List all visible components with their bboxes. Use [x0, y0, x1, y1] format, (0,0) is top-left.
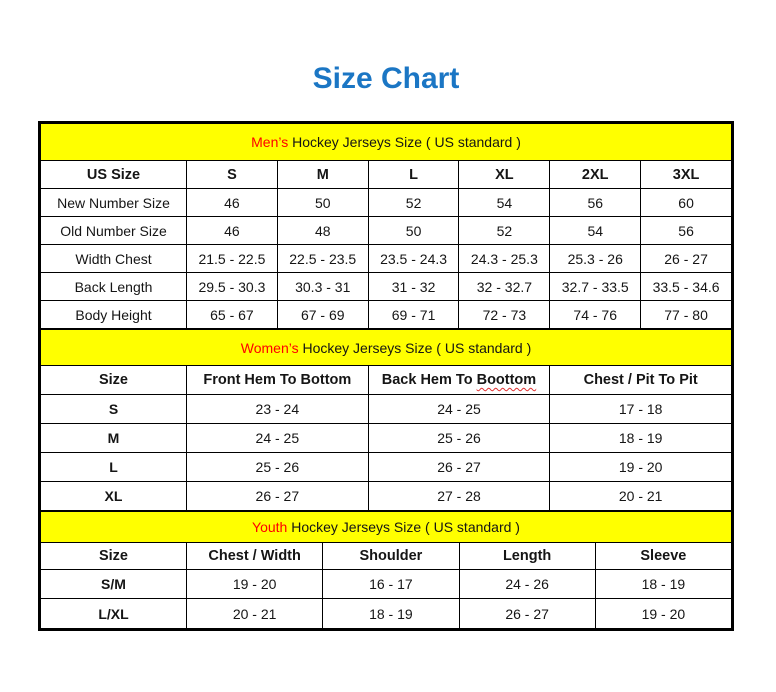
- size-value-cell: 20 - 21: [550, 482, 732, 511]
- size-value-cell: 46: [187, 189, 278, 217]
- size-value-cell: 18 - 19: [550, 424, 732, 453]
- table-row: [41, 482, 732, 511]
- column-header: L: [368, 161, 459, 189]
- size-value-cell: 19 - 20: [595, 599, 731, 629]
- size-value-cell: 60: [641, 189, 732, 217]
- mens-header-row: [41, 161, 732, 189]
- size-value-cell: 25.3 - 26: [550, 245, 641, 273]
- size-value-cell: 26 - 27: [641, 245, 732, 273]
- column-header: Front Hem To Bottom: [187, 366, 369, 395]
- column-header: Back Hem To Boottom: [368, 366, 550, 395]
- size-value-cell: 25 - 26: [187, 453, 369, 482]
- misspelled-word: Boottom: [476, 372, 537, 388]
- row-label: L: [41, 453, 187, 482]
- size-value-cell: 24 - 25: [187, 424, 369, 453]
- size-value-cell: 19 - 20: [187, 570, 323, 599]
- size-value-cell: 24 - 25: [368, 395, 550, 424]
- mens-section-highlight: Men’s: [251, 134, 289, 150]
- size-value-cell: 72 - 73: [459, 301, 550, 329]
- size-value-cell: 24.3 - 25.3: [459, 245, 550, 273]
- column-header: US Size: [41, 161, 187, 189]
- column-header: Chest / Pit To Pit: [550, 366, 732, 395]
- size-value-cell: 29.5 - 30.3: [187, 273, 278, 301]
- size-value-cell: 26 - 27: [459, 599, 595, 629]
- size-value-cell: 31 - 32: [368, 273, 459, 301]
- size-value-cell: 77 - 80: [641, 301, 732, 329]
- page-title: Size Chart: [312, 62, 460, 95]
- row-label: Back Length: [41, 273, 187, 301]
- table-row: [41, 273, 732, 301]
- size-value-cell: 74 - 76: [550, 301, 641, 329]
- size-value-cell: 30.3 - 31: [277, 273, 368, 301]
- size-value-cell: 23.5 - 24.3: [368, 245, 459, 273]
- row-label: L/XL: [41, 599, 187, 629]
- size-value-cell: 18 - 19: [323, 599, 459, 629]
- table-row: [41, 395, 732, 424]
- size-value-cell: 48: [277, 217, 368, 245]
- row-label: New Number Size: [41, 189, 187, 217]
- column-header: Size: [41, 543, 187, 570]
- size-value-cell: 25 - 26: [368, 424, 550, 453]
- youth-section-header: [41, 512, 732, 543]
- column-header: 3XL: [641, 161, 732, 189]
- size-value-cell: 56: [550, 189, 641, 217]
- table-row: [41, 599, 732, 629]
- size-value-cell: 54: [550, 217, 641, 245]
- table-row: [41, 453, 732, 482]
- column-header: XL: [459, 161, 550, 189]
- size-value-cell: 50: [277, 189, 368, 217]
- mens-section-header: [41, 124, 732, 161]
- size-value-cell: 17 - 18: [550, 395, 732, 424]
- size-value-cell: 69 - 71: [368, 301, 459, 329]
- column-header: M: [277, 161, 368, 189]
- size-value-cell: 18 - 19: [595, 570, 731, 599]
- youth-band-row: [41, 512, 732, 543]
- womens-section-highlight: Women’s: [240, 339, 299, 356]
- size-value-cell: 16 - 17: [323, 570, 459, 599]
- row-label: Body Height: [41, 301, 187, 329]
- size-value-cell: 65 - 67: [187, 301, 278, 329]
- size-value-cell: 33.5 - 34.6: [641, 273, 732, 301]
- size-value-cell: 54: [459, 189, 550, 217]
- row-label: Old Number Size: [41, 217, 187, 245]
- row-label: S: [41, 395, 187, 424]
- youth-section-title-rest: Hockey Jerseys Size ( US standard ): [287, 519, 520, 535]
- youth-header-row: [41, 543, 732, 570]
- size-tables: [38, 121, 734, 631]
- womens-band-row: [41, 330, 732, 366]
- size-value-cell: 52: [459, 217, 550, 245]
- size-value-cell: 32.7 - 33.5: [550, 273, 641, 301]
- table-row: [41, 189, 732, 217]
- size-value-cell: 20 - 21: [187, 599, 323, 629]
- row-label: XL: [41, 482, 187, 511]
- column-header: Length: [459, 543, 595, 570]
- row-label: M: [41, 424, 187, 453]
- size-value-cell: 26 - 27: [187, 482, 369, 511]
- womens-section-header: [41, 330, 732, 366]
- size-value-cell: 32 - 32.7: [459, 273, 550, 301]
- mens-band-row: [41, 124, 732, 161]
- youth-size-table: [40, 511, 732, 629]
- size-value-cell: 24 - 26: [459, 570, 595, 599]
- column-header: Shoulder: [323, 543, 459, 570]
- mens-section-title-rest: Hockey Jerseys Size ( US standard ): [288, 134, 521, 150]
- size-value-cell: 26 - 27: [368, 453, 550, 482]
- size-value-cell: 67 - 69: [277, 301, 368, 329]
- row-label: Width Chest: [41, 245, 187, 273]
- size-value-cell: 19 - 20: [550, 453, 732, 482]
- size-value-cell: 50: [368, 217, 459, 245]
- table-row: [41, 570, 732, 599]
- size-value-cell: 23 - 24: [187, 395, 369, 424]
- column-header: 2XL: [550, 161, 641, 189]
- table-row: [41, 301, 732, 329]
- size-value-cell: 56: [641, 217, 732, 245]
- table-row: [41, 245, 732, 273]
- column-header: Chest / Width: [187, 543, 323, 570]
- column-header: Size: [41, 366, 187, 395]
- youth-section-highlight: Youth: [252, 519, 288, 535]
- table-row: [41, 424, 732, 453]
- size-value-cell: 22.5 - 23.5: [277, 245, 368, 273]
- row-label: S/M: [41, 570, 187, 599]
- size-value-cell: 21.5 - 22.5: [187, 245, 278, 273]
- womens-size-table: [40, 329, 732, 511]
- column-header: S: [187, 161, 278, 189]
- size-value-cell: 52: [368, 189, 459, 217]
- column-header: Sleeve: [595, 543, 731, 570]
- table-row: [41, 217, 732, 245]
- size-value-cell: 27 - 28: [368, 482, 550, 511]
- size-value-cell: 46: [187, 217, 278, 245]
- womens-section-title-rest: Hockey Jerseys Size ( US standard ): [298, 339, 532, 356]
- womens-header-row: [41, 366, 732, 395]
- mens-size-table: [40, 123, 732, 329]
